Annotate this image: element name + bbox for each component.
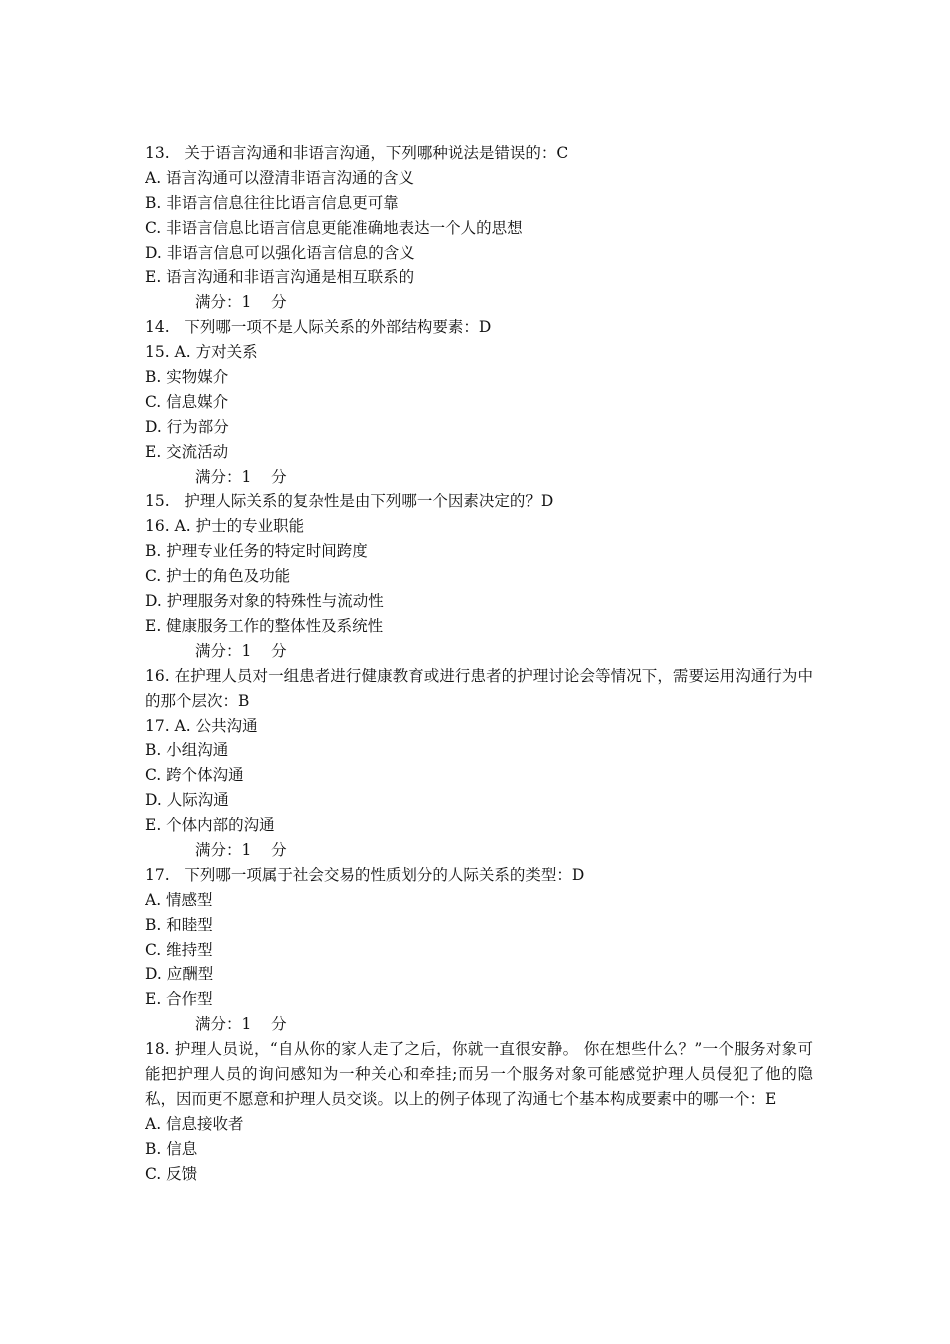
question-stem: 17. 下列哪一项属于社会交易的性质划分的人际关系的类型：D	[145, 865, 585, 884]
option-b: B. 信息	[145, 1139, 198, 1158]
option-e: E. 交流活动	[145, 442, 229, 461]
option-d: D. 人际沟通	[145, 791, 229, 810]
option-b: B. 护理专业任务的特定时间跨度	[145, 542, 368, 561]
option-c: C. 反馈	[145, 1164, 198, 1183]
option-b: B. 实物媒介	[145, 368, 229, 387]
question-17	[145, 863, 813, 1037]
option-e: E. 合作型	[145, 990, 213, 1009]
option-d: D. 护理服务对象的特殊性与流动性	[145, 592, 384, 611]
option-e: E. 语言沟通和非语言沟通是相互联系的	[145, 268, 415, 287]
option-a: 17. A. 公共沟通	[145, 716, 258, 735]
full-score: 满分：1 分	[195, 641, 287, 660]
question-stem: 18. 护理人员说，“自从你的家人走了之后，你就一直很安静。 你在想些什么？”一个服务对象可能把护理人员的询问感知为一种关心和牵挂;而另一个服务对象可能感觉护理人员侵犯了他的隐私，因而更不愿意和护理人员交谈。以上的例子体现了沟通七个基本构成要素中的哪一个：E	[145, 1040, 813, 1108]
question-16	[145, 664, 813, 863]
option-d: D. 应酬型	[145, 965, 214, 984]
full-score: 满分：1 分	[195, 840, 287, 859]
question-stem: 16. 在护理人员对一组患者进行健康教育或进行患者的护理讨论会等情况下，需要运用沟通行为中的那个层次：B	[145, 666, 813, 710]
option-b: B. 和睦型	[145, 915, 213, 934]
option-e: E. 个体内部的沟通	[145, 816, 275, 835]
document-body	[145, 141, 813, 1186]
option-a: 16. A. 护士的专业职能	[145, 517, 305, 536]
option-d: D. 行为部分	[145, 417, 229, 436]
full-score: 满分：1 分	[195, 467, 287, 486]
question-13	[145, 141, 813, 315]
question-18	[145, 1037, 813, 1186]
full-score: 满分：1 分	[195, 1015, 287, 1034]
option-e: E. 健康服务工作的整体性及系统性	[145, 616, 384, 635]
option-c: C. 信息媒介	[145, 392, 229, 411]
option-c: C. 非语言信息比语言信息更能准确地表达一个人的思想	[145, 218, 523, 237]
question-stem: 13. 关于语言沟通和非语言沟通，下列哪种说法是错误的：C	[145, 144, 569, 162]
question-14	[145, 315, 813, 489]
question-stem: 14. 下列哪一项不是人际关系的外部结构要素：D	[145, 318, 492, 337]
option-a: A. 信息接收者	[145, 1114, 244, 1133]
option-c: C. 跨个体沟通	[145, 766, 244, 785]
full-score: 满分：1 分	[195, 293, 287, 312]
option-d: D. 非语言信息可以强化语言信息的含义	[145, 243, 415, 262]
option-b: B. 小组沟通	[145, 741, 229, 760]
option-c: C. 维持型	[145, 940, 213, 959]
question-15	[145, 489, 813, 663]
question-stem: 15. 护理人际关系的复杂性是由下列哪一个因素决定的？D	[145, 492, 554, 511]
option-a: 15. A. 方对关系	[145, 343, 258, 362]
option-c: C. 护士的角色及功能	[145, 567, 291, 586]
option-a: A. 语言沟通可以澄清非语言沟通的含义	[145, 168, 415, 187]
option-b: B. 非语言信息往往比语言信息更可靠	[145, 193, 399, 212]
option-a: A. 情感型	[145, 890, 213, 909]
